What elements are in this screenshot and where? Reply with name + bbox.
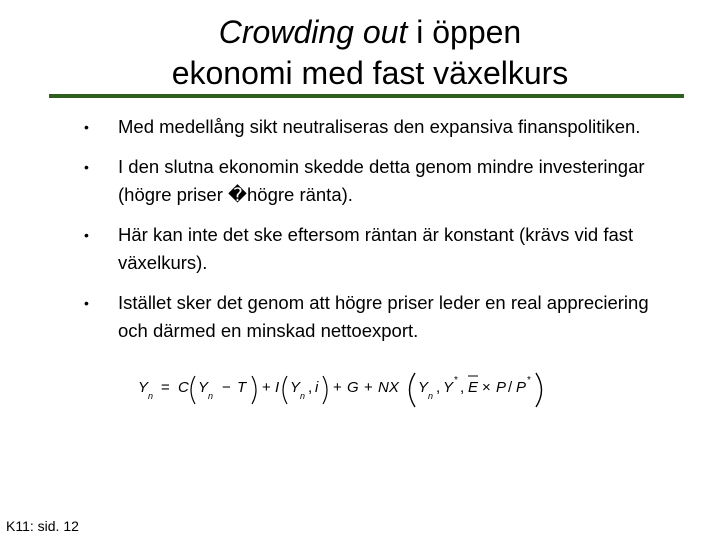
bullet-item	[80, 221, 680, 277]
bullet-text: Här kan inte det ske eftersom räntan är konstant (krävs vid fast växelkurs).	[118, 224, 634, 273]
eq-I: I	[275, 379, 280, 396]
eq-star: *	[454, 375, 458, 386]
bullet-item	[80, 153, 680, 209]
eq-T: T	[237, 379, 247, 396]
title-rest: i öppen	[407, 14, 522, 50]
bullet-text: I den slutna ekonomin skedde detta genom mindre investeringar (högre priser �högre ränta).	[118, 156, 645, 205]
paren-close	[252, 376, 256, 404]
bullet-marker: •	[84, 159, 89, 175]
bullet-marker: •	[84, 295, 89, 311]
eq-times: ×	[482, 379, 491, 396]
eq-sub-n3: n	[300, 391, 306, 401]
bullet-list	[80, 113, 680, 357]
paren-open	[191, 376, 195, 404]
eq-E: E	[468, 379, 479, 396]
bullet-text: Med medellång sikt neutraliseras den expansiva finanspolitiken.	[118, 116, 641, 137]
eq-plus3: +	[364, 379, 373, 396]
title-line-2: ekonomi med fast växelkurs	[171, 55, 569, 91]
bullet-marker: •	[84, 119, 89, 135]
eq-P: P	[496, 379, 507, 396]
paren-open	[283, 376, 287, 404]
equilibrium-equation	[134, 370, 574, 410]
eq-plus2: +	[333, 379, 342, 396]
eq-comma2: ,	[436, 379, 441, 396]
bullet-text: Istället sker det genom att högre priser leder en real appreciering och därmed en minskad nettoexport.	[118, 292, 649, 341]
title-divider	[49, 94, 684, 98]
equation-graphic	[134, 370, 574, 410]
eq-Ystar: Y	[443, 379, 454, 396]
eq-i: i	[315, 379, 319, 396]
eq-plus: +	[262, 379, 271, 396]
eq-Y3: Y	[290, 379, 301, 396]
eq-comma: ,	[308, 379, 313, 396]
eq-Pstar: P	[516, 379, 527, 396]
slide-footer: K11: sid. 12	[6, 518, 79, 534]
eq-C: C	[178, 379, 189, 396]
bullet-item	[80, 289, 680, 345]
bullet-item	[80, 113, 680, 141]
eq-star2: *	[527, 375, 531, 386]
eq-Y2: Y	[198, 379, 209, 396]
eq-comma3: ,	[460, 379, 465, 396]
eq-slash: /	[508, 379, 513, 396]
slide-title	[80, 12, 660, 94]
bullet-marker: •	[84, 227, 89, 243]
eq-sub-n2: n	[208, 391, 214, 401]
eq-NX: NX	[378, 379, 399, 396]
paren-close-large	[536, 373, 542, 407]
title-emphasis: Crowding out	[218, 14, 408, 50]
eq-minus: −	[222, 379, 231, 396]
eq-equals: =	[161, 379, 170, 396]
paren-open-large	[410, 373, 416, 407]
eq-G: G	[347, 379, 359, 396]
eq-Y: Y	[138, 379, 149, 396]
eq-sub-n: n	[148, 391, 154, 401]
paren-close	[323, 376, 327, 404]
eq-sub-n4: n	[428, 391, 434, 401]
eq-Y4: Y	[418, 379, 429, 396]
